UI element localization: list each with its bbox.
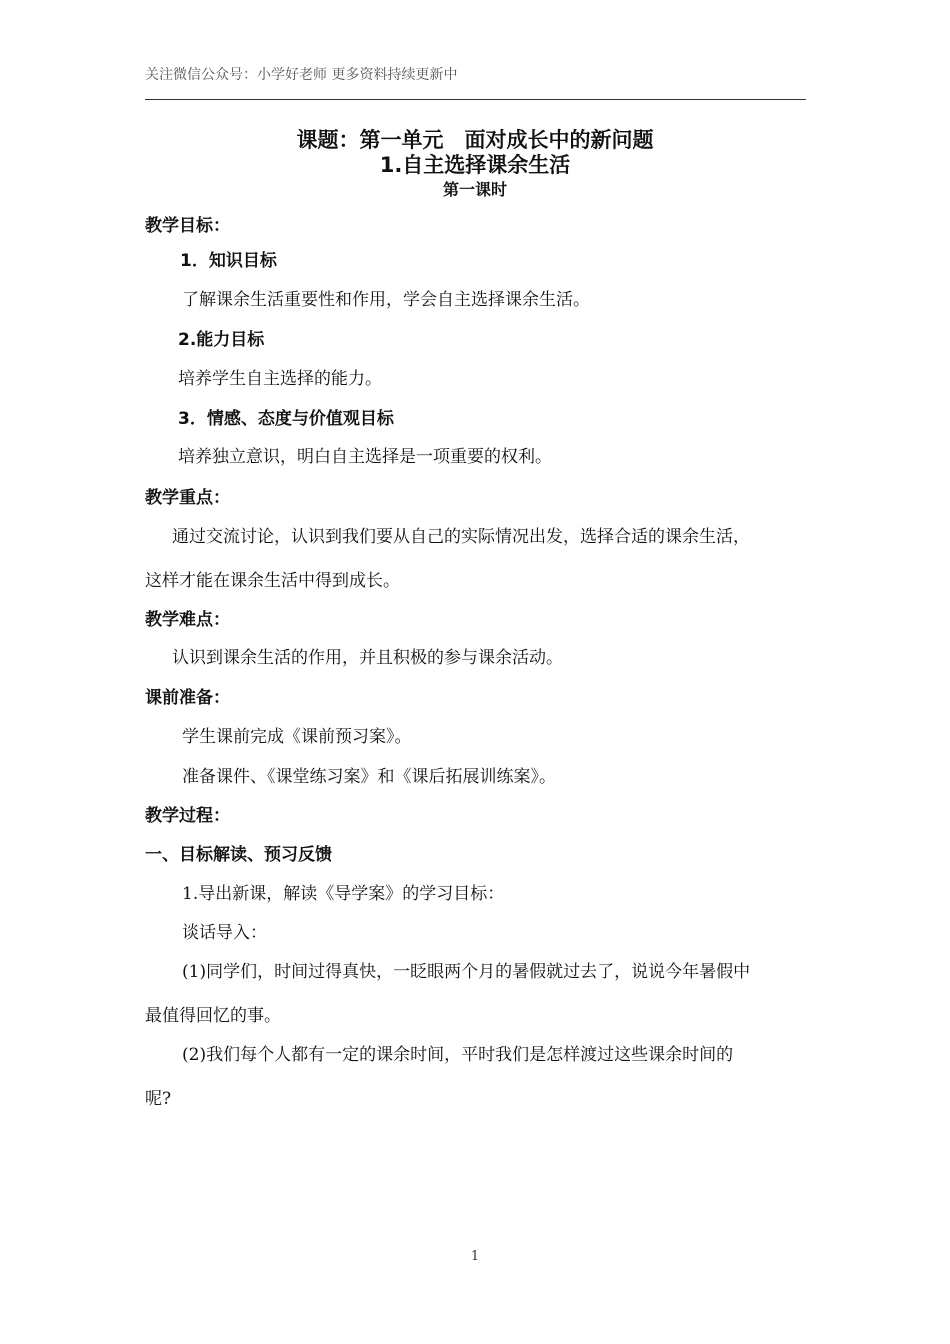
- preparation-line-1: 学生课前完成《课前预习案》。: [182, 727, 412, 747]
- difficulties-text: 认识到课余生活的作用，并且积极的参与课余活动。: [172, 648, 563, 668]
- process-heading: 教学过程：: [145, 806, 230, 826]
- emotion-goal-text: 培养独立意识，明白自主选择是一项重要的权利。: [178, 447, 552, 467]
- process-item-1: 1.导出新课，解读《导学案》的学习目标：: [182, 884, 505, 904]
- key-points-heading: 教学重点：: [145, 488, 230, 508]
- emotion-goal-heading: 3．情感、态度与价值观目标: [178, 409, 394, 429]
- question-2-line-1: (2)我们每个人都有一定的课余时间，平时我们是怎样渡过这些课余时间的: [182, 1045, 734, 1065]
- ability-goal-heading: 2.能力目标: [178, 330, 265, 350]
- page-number: 1: [470, 1249, 480, 1264]
- question-2-line-2: 呢?: [145, 1089, 172, 1109]
- question-1-line-2: 最值得回忆的事。: [145, 1006, 281, 1026]
- knowledge-goal-text: 了解课余生活重要性和作用，学会自主选择课余生活。: [182, 290, 590, 310]
- header-divider: [145, 99, 806, 100]
- knowledge-goal-heading: 1．知识目标: [180, 251, 277, 271]
- ability-goal-text: 培养学生自主选择的能力。: [178, 369, 382, 389]
- preparation-line-2: 准备课件、《课堂练习案》和《课后拓展训练案》。: [182, 767, 556, 787]
- lesson-period: 第一课时: [442, 180, 507, 199]
- intro-label: 谈话导入：: [182, 923, 267, 943]
- preparation-heading: 课前准备：: [145, 688, 230, 708]
- key-points-line-1: 通过交流讨论，认识到我们要从自己的实际情况出发，选择合适的课余生活，: [172, 527, 750, 547]
- section-1-heading: 一、目标解读、预习反馈: [145, 845, 332, 865]
- question-1-line-1: (1)同学们，时间过得真快，一眨眼两个月的暑假就过去了，说说今年暑假中: [182, 962, 751, 982]
- page-header: 关注微信公众号：小学好老师 更多资料持续更新中: [145, 67, 458, 83]
- objectives-heading: 教学目标：: [145, 216, 230, 236]
- key-points-line-2: 这样才能在课余生活中得到成长。: [145, 571, 400, 591]
- lesson-title: 课题：第一单元 面对成长中的新问题: [296, 128, 654, 152]
- lesson-subtitle: 1.自主选择课余生活: [379, 153, 571, 177]
- difficulties-heading: 教学难点：: [145, 610, 230, 630]
